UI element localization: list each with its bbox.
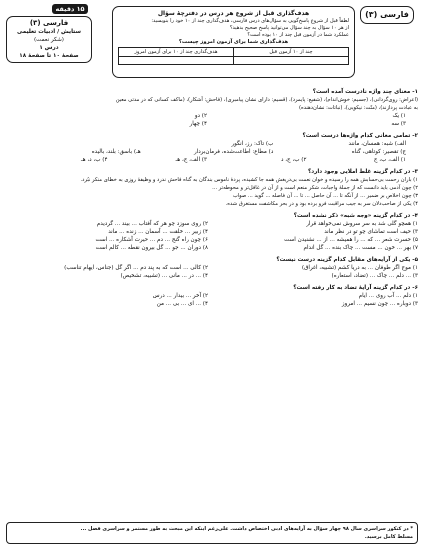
goal-table-head: چند از ۱۰ آزمون قبل xyxy=(233,48,348,56)
goal-table-answers[interactable] xyxy=(118,57,349,65)
q5-options xyxy=(8,264,418,280)
q2-items xyxy=(8,140,418,156)
q2-option[interactable]: ۱) الف، ب، ج xyxy=(373,157,406,163)
q2-stem: ۲- تمامی معانی کدام واژه‌ها درست است؟ xyxy=(302,133,418,139)
q4-option[interactable]: ۲) روی سوزد چو هر که آفتاب ... بیند ... گردیدم xyxy=(96,221,208,227)
goal-line: لطفاً قبل از شروع پاسخ‌گویی به سؤال‌های درس فارسی، هدف‌گذاری چند از ۱۰ خود را بنویسید: xyxy=(151,18,349,24)
q1-body: به عبادت پردازند)، (منّت: نیکویی)، (نباتات: نشان‌دهنده) xyxy=(298,105,418,111)
content xyxy=(8,88,418,308)
goal-line: عملکرد شما در آزمون قبل چند از ۱۰ بوده است؟ xyxy=(247,32,349,38)
q3-option[interactable]: ۳) چون اخلاص بر ضمیر ... از آنگه تا ... آن حاصل ... تا ... آن فاصله ... گوید ... صواب xyxy=(232,193,418,199)
q2-item: الف) شبه: همسان، مانند xyxy=(348,141,406,147)
q1-body: (اعراض: روی‌گردانی)، (جسیم: خوش‌اندام)، (شفیع: پایمرد)، (قسیم: دارای نشان پیامبری)، (فاحش: آشکار)، (ماکف کسانی که در مدتی معین xyxy=(115,97,418,103)
q4-option[interactable]: ۱) همچو گلی شد به سر سروش نمی‌خواهد قرار xyxy=(306,221,418,227)
q4-option[interactable]: ۳) حیف است تماشای چو تو در نظر ماند xyxy=(324,229,418,235)
q3-stem: ۳- در کدام گزینه غلط املایی وجود دارد؟ xyxy=(308,169,418,175)
q6-stem: ۶- در کدام گزینه آرایهٔ تضاد به کار رفته است؟ xyxy=(293,285,418,291)
footer-box xyxy=(6,522,418,544)
q5-stem: ۵- یکی از آرایه‌های مقابل کدام گزینه درست نیست؟ xyxy=(276,257,418,263)
q6-option[interactable]: ۲) آخر ... بیدار ... درس xyxy=(152,293,208,299)
side-subject: فارسی (۳) xyxy=(29,19,69,27)
q4-stem: ۴- در کدام گزینه «وجه شبه» ذکر نشده است؟ xyxy=(293,213,418,219)
side-title: ستایش / ادبیات تعلیمی xyxy=(17,29,81,35)
q3-option[interactable]: ۲) چون آدمی باید دانست که از جملهٔ واجبات، شکر منعم است و از آن در غافل‌تر و محوطه‌تر ... xyxy=(212,185,418,191)
goal-title: هدف‌گذاری قبل از شروع هر درس در دفترچهٔ سؤال xyxy=(157,10,310,17)
goal-sub: هدف‌گذاری شما برای آزمون امروز چیست؟ xyxy=(178,39,289,45)
q4-option[interactable]: ۵) حسرت شعر ... که ... را همیشه ... از ... نشنیدن است xyxy=(284,237,418,243)
q2-item: ج) تقصیر: کوتاهی، گناه xyxy=(351,149,406,155)
q2-options xyxy=(8,156,418,164)
q4-option[interactable]: ۴) زبیر ... خلقت ... آسمان ... زنده ... ماند xyxy=(108,229,208,235)
q5-option[interactable]: ۲) کالی ... است که به پند دم ... اگر گل (جناس، ایهام تناسب) xyxy=(64,265,208,271)
q1-stem: ۱- معنای چند واژه نادرست آمده است؟ xyxy=(312,89,418,95)
q2-option[interactable]: ۴) ب، د، هـ xyxy=(81,157,108,163)
q5-option[interactable]: ۴) ... در ... مانی ... (تشبیه، تشخیص) xyxy=(120,273,208,279)
q2-option[interactable]: ۳) الف، ج، هـ xyxy=(175,157,207,163)
q1-option[interactable]: ۳) سه xyxy=(391,121,406,127)
q6-option[interactable]: ۳) دوباره ... چون نسیم ... امروز xyxy=(341,301,418,307)
subject-badge xyxy=(360,6,414,24)
side-pages: صفحهٔ ۱۰ تا صفحهٔ ۱۸ xyxy=(19,53,79,59)
q1-option[interactable]: ۱) یک xyxy=(392,113,406,119)
q3-option[interactable]: ۴) یکی از صاحب‌دلان سر به جیب مراقبت فرو برده بود و در بحر مکاشفت مستغرق شده. xyxy=(225,201,418,207)
side-sub: (شکر نعمت) xyxy=(34,37,64,43)
goal-line: از هر ۱۰ سؤال به چند سؤال می‌توانید پاسخ صحیح بدهید؟ xyxy=(229,25,349,31)
goal-table-head: هدف‌گذاری چند از ۱۰ برای آزمون امروز xyxy=(134,49,218,55)
q4-option[interactable]: ۷) بهر ... خون ... مست ... چاک بنده ... گل اندام xyxy=(303,245,418,251)
q6-option[interactable]: ۱) دلم ... آب روی ... ایام xyxy=(358,293,418,299)
q4-options xyxy=(8,220,418,252)
q2-item: هـ) باسق: بلند، بالیده xyxy=(91,149,141,155)
footer-text-2: مسلط کامل برسید. xyxy=(364,534,413,540)
subject-badge-label: فارسی (۳) xyxy=(365,10,409,19)
q4-option[interactable]: ۶) چون راه گنج ... دم ... حیرت آشکاره ... است xyxy=(95,237,208,243)
q4-option[interactable]: ۸) دوران ... جو ... گل بیرون نقطه ... کالم است xyxy=(95,245,208,251)
footer-text: * در کنکور سراسری سال ۹۸ چهار سؤال به آرایه‌های ادبی اختصاص داشت. علی‌رغم اینکه این مبحث به طور مستمر و سراسری فصل ... xyxy=(80,526,413,532)
q6-option[interactable]: ۴) ... ای ... بی ... من xyxy=(156,301,208,307)
q2-item: ب) تاک: رز، انگور xyxy=(231,141,274,147)
q5-option[interactable]: ۱) موج اگر طوفان ... به دریا کشم (تشبیه، اغراق) xyxy=(301,265,418,271)
q2-item: د) مطاع: اطاعت‌شده، فرمان‌بردار xyxy=(193,149,274,155)
q6-options xyxy=(8,292,418,308)
side-time: ۱۵ دقیقه xyxy=(52,4,88,14)
q1-option[interactable]: ۲) دو xyxy=(194,113,207,119)
q1-option[interactable]: ۴) چهار xyxy=(189,121,207,127)
q5-option[interactable]: ۳) ... دلم ... چاک ... (تضاد، استعاره) xyxy=(331,273,418,279)
side-lesson: درس ۱ xyxy=(39,45,59,51)
q1-options xyxy=(8,112,418,128)
goal-box xyxy=(112,6,355,78)
q3-option[interactable]: ۱) باران رحمت بی‌حسابش همه را رسیده و خوان نعمت بی‌دریغش همه جا کشیده، پردهٔ ناموس بندگان به گناه فاحش ندرد و وظیفهٔ روزی به خطای منکر نبُرد. xyxy=(80,177,418,183)
side-info xyxy=(6,4,92,80)
side-box xyxy=(6,16,92,63)
q2-option[interactable]: ۲) ب، ج، د xyxy=(280,157,307,163)
goal-table xyxy=(118,47,349,57)
